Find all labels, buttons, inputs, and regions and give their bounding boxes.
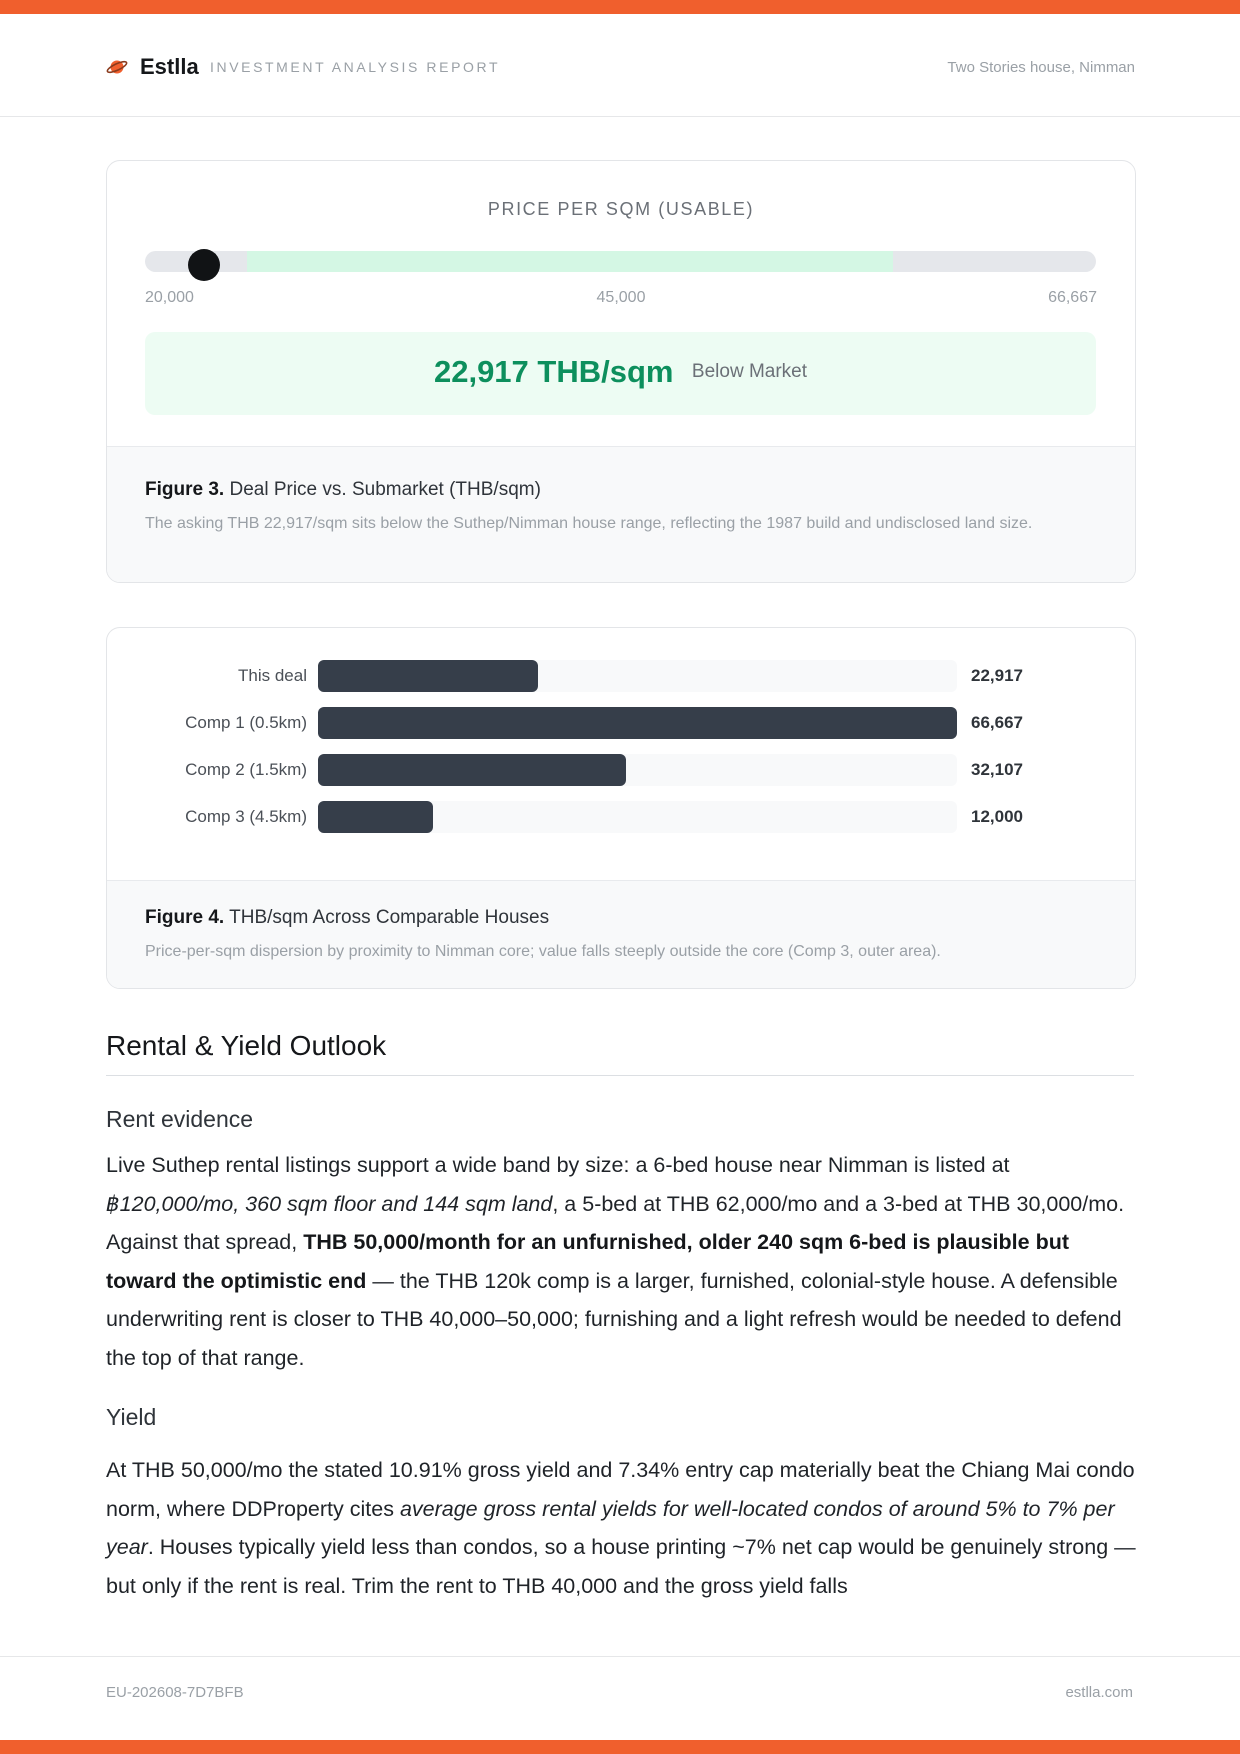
gauge-mid-label: 45,000 bbox=[596, 289, 646, 306]
figure4-caption: Price-per-sqm dispersion by proximity to Nimman core; value falls steeply outside the core (Comp 3, outer area). bbox=[145, 943, 941, 960]
bar-value-label: 66,667 bbox=[971, 713, 1023, 732]
body-text: . Houses typically yield less than condos, so a house printing ~7% net cap would be genuinely strong — but only if the rent is real. Trim the rent to THB 40,000 and the gross yield falls bbox=[106, 1535, 1136, 1598]
bar bbox=[318, 754, 626, 786]
quoted-text: average gross rental yields for well-located condos of around 5% to 7% per year bbox=[106, 1496, 1115, 1559]
figure3-caption: The asking THB 22,917/sqm sits below the Suthep/Nimman house range, reflecting the 1987 build and undisclosed land size. bbox=[145, 515, 1033, 532]
report-footer bbox=[0, 1656, 1240, 1741]
deal-price-marker bbox=[188, 249, 220, 281]
bar-value-label: 12,000 bbox=[971, 807, 1023, 826]
rent-evidence-paragraph bbox=[106, 1146, 1136, 1377]
deal-value-box bbox=[145, 332, 1096, 415]
yield-heading: Yield bbox=[106, 1404, 157, 1430]
bar-label: This deal bbox=[238, 666, 307, 685]
figure4-caption-area bbox=[107, 880, 1135, 989]
bar-value-label: 32,107 bbox=[971, 760, 1023, 779]
top-accent-bar bbox=[0, 0, 1240, 14]
body-text: , a 5-bed at THB 62,000/mo and a 3-bed at THB 30,000/mo. Against that spread, bbox=[106, 1191, 1125, 1254]
figure4-label: Figure 4. bbox=[145, 907, 225, 928]
planet-logo-icon bbox=[106, 56, 128, 78]
deal-value: 22,917 THB/sqm bbox=[433, 354, 674, 389]
figure4-card bbox=[106, 627, 1136, 989]
brand-name: Estlla bbox=[140, 54, 199, 79]
gauge-title: PRICE PER SQM (USABLE) bbox=[487, 199, 755, 219]
figure3-title bbox=[145, 479, 541, 501]
bar-value-label: 22,917 bbox=[971, 666, 1023, 685]
property-name: Two Stories house, Nimman bbox=[947, 59, 1135, 76]
report-type: INVESTMENT ANALYSIS REPORT bbox=[210, 59, 501, 75]
yield-paragraph bbox=[106, 1451, 1136, 1605]
emphasis-text: THB 50,000/month for an unfurnished, older 240 sqm 6-bed is plausible but toward the optimistic end bbox=[106, 1230, 1069, 1293]
bar bbox=[318, 660, 538, 692]
website-link: estlla.com bbox=[1065, 1684, 1133, 1701]
bar-track bbox=[318, 801, 957, 833]
report-header bbox=[0, 14, 1240, 117]
body-text: Live Suthep rental listings support a wide band by size: a 6-bed house near Nimman is listed at bbox=[106, 1153, 1010, 1177]
figure3-label: Figure 3. bbox=[145, 479, 225, 500]
bar-track bbox=[318, 754, 957, 786]
body-text: — the THB 120k comp is a larger, furnished, colonial-style house. A defensible underwriting rent is closer to THB 40,000–50,000; furnishing and a light refresh would be needed to defend the top of that range. bbox=[106, 1268, 1122, 1370]
bar bbox=[318, 801, 433, 833]
body-text: At THB 50,000/mo the stated 10.91% gross yield and 7.34% entry cap materially beat the Chiang Mai condo norm, where DDProperty cites bbox=[106, 1458, 1135, 1521]
bar-label: Comp 3 (4.5km) bbox=[185, 807, 307, 826]
bar-label: Comp 2 (1.5km) bbox=[185, 760, 307, 779]
quoted-text: ฿120,000/mo, 360 sqm floor and 144 sqm land bbox=[106, 1191, 553, 1216]
figure3-card bbox=[106, 160, 1136, 583]
bar-track bbox=[318, 660, 957, 692]
figure4-title bbox=[145, 907, 549, 929]
bar-label: Comp 1 (0.5km) bbox=[185, 713, 307, 732]
bar bbox=[318, 707, 957, 739]
gauge-track bbox=[145, 251, 1096, 272]
gauge-max-label: 66,667 bbox=[1048, 289, 1097, 306]
gauge-min-label: 20,000 bbox=[145, 289, 194, 306]
bar-track bbox=[318, 707, 957, 739]
market-range-band bbox=[247, 251, 893, 272]
market-position-tag: Below Market bbox=[691, 361, 808, 382]
figure3-caption-area bbox=[107, 446, 1135, 583]
document-id: EU-202608-7D7BFB bbox=[106, 1684, 244, 1701]
figure4-title-text: THB/sqm Across Comparable Houses bbox=[229, 907, 550, 928]
section-title: Rental & Yield Outlook bbox=[106, 1030, 1134, 1076]
rent-evidence-heading: Rent evidence bbox=[106, 1106, 254, 1132]
bottom-accent-bar bbox=[0, 1740, 1240, 1754]
figure3-title-text: Deal Price vs. Submarket (THB/sqm) bbox=[229, 479, 541, 500]
